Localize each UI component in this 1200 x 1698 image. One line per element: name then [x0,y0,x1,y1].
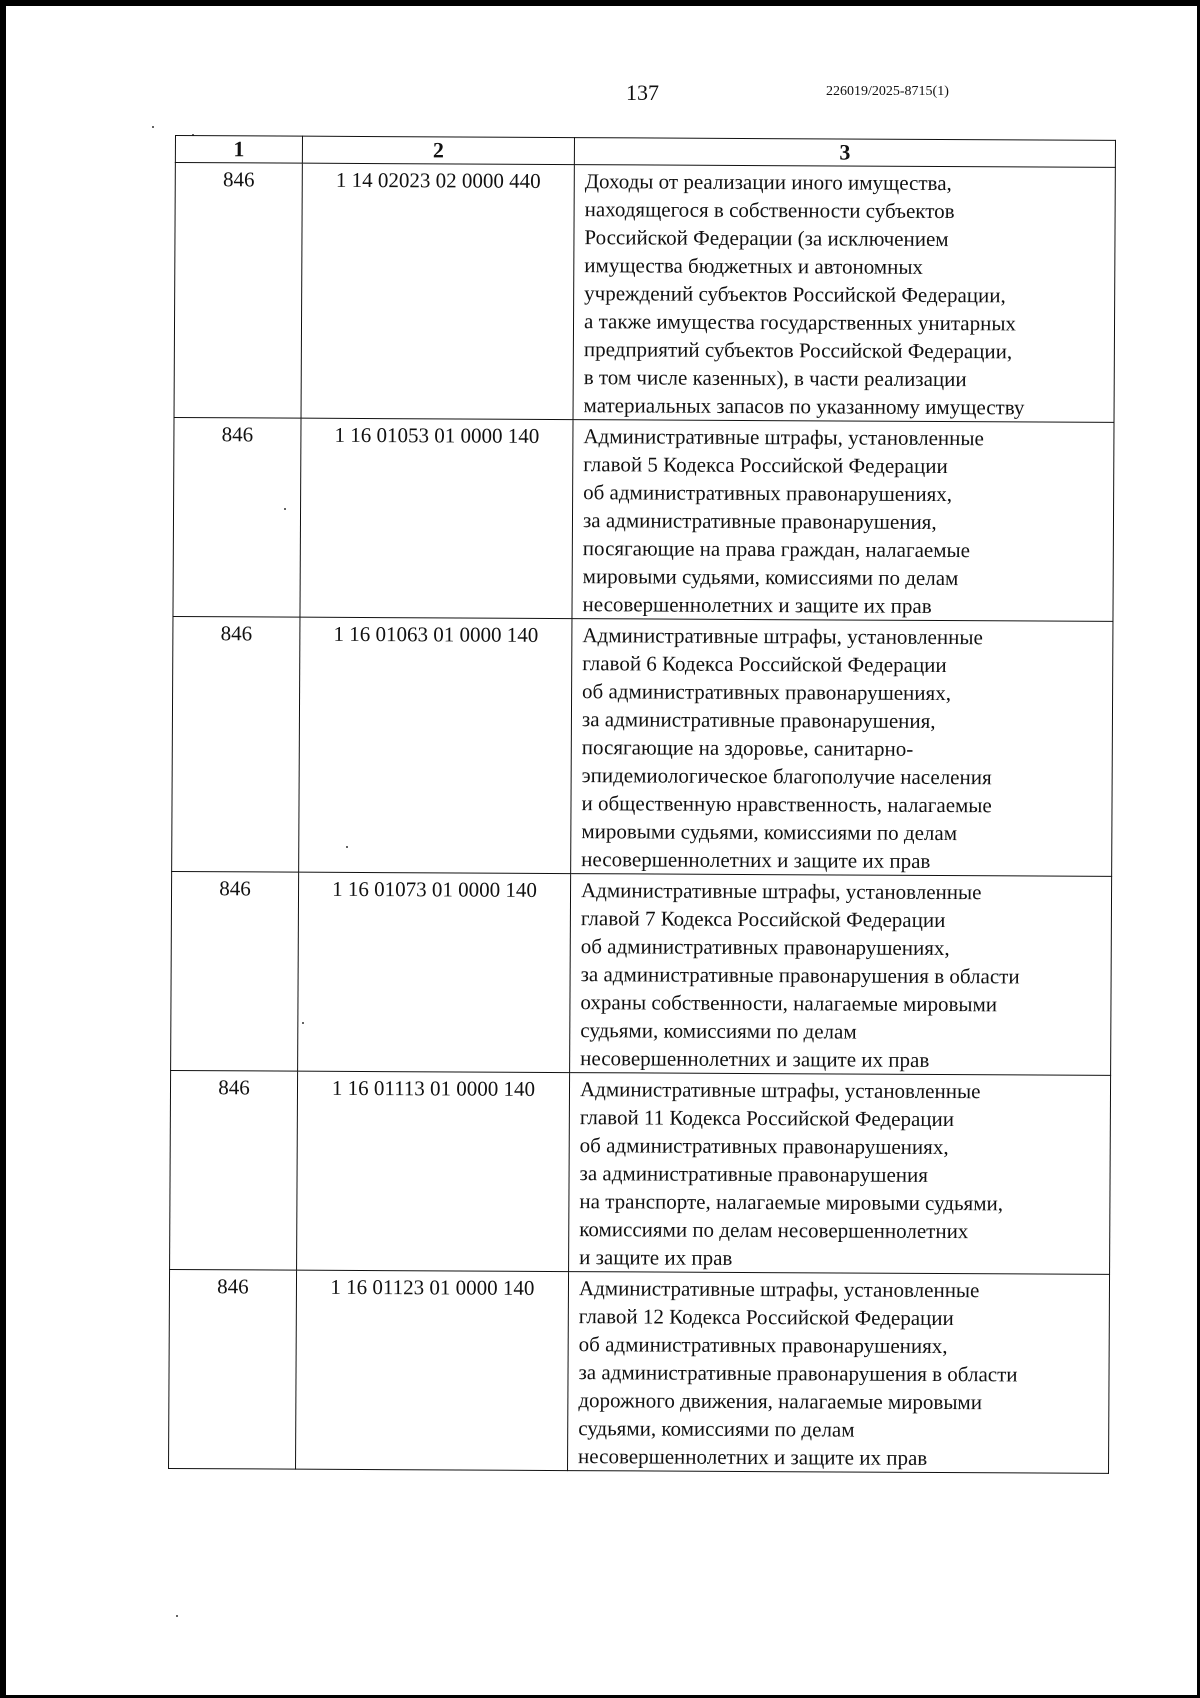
column-header: 3 [574,138,1115,168]
description-line: охраны собственности, налагаемые мировыми [580,990,998,1017]
description-cell [571,619,1113,877]
description-line: главой 12 Кодекса Российской Федерации [578,1304,954,1331]
description-line: мировыми судьями, комиссиями по делам [581,819,958,846]
description-line: главой 11 Кодекса Российской Федерации [579,1105,955,1132]
description-line: и общественную нравственность, налагаемые [581,791,992,818]
description-line: судьями, комиссиями по делам [580,1018,857,1044]
description-line: мировыми судьями, комиссиями по делам [582,564,959,591]
description-line: об административных правонарушениях, [578,1332,948,1359]
document-id: 226019/2025-8715(1) [826,84,949,99]
revenue-codes-table [168,135,1116,1474]
description-line: посягающие на здоровье, санитарно- [581,735,914,761]
budget-code-cell: 1 16 01063 01 0000 140 [299,617,572,873]
scan-speck [152,126,154,128]
description-line: находящегося в собственности субъектов [584,197,955,224]
description-line: об административных правонарушениях, [579,1133,949,1160]
table-row [170,1070,1111,1274]
description-line: а также имущества государственных унитарных [583,309,1017,336]
description-line: учреждений субъектов Российской Федерации, [584,281,1006,308]
description-line: за административные правонарушения в области [578,1360,1018,1387]
description-cell [570,874,1112,1076]
budget-code-cell: 1 14 02023 02 0000 440 [301,163,574,419]
description-line: за административные правонарушения, [582,508,937,534]
description-cell [569,1073,1111,1275]
description-line: на транспорте, налагаемые мировыми судьями, [579,1189,1004,1216]
admin-code-cell: 846 [173,417,301,617]
description-line: главой 5 Кодекса Российской Федерации [583,452,948,479]
description-line: за административные правонарушения, [581,707,936,733]
description-line: в том числе казенных), в части реализации [583,365,967,392]
table-row [171,871,1112,1075]
description-line: Российской Федерации (за исключением [584,225,949,252]
description-line: имущества бюджетных и автономных [584,253,924,279]
description-line: несовершеннолетних и защите их прав [582,592,932,618]
budget-code-cell: 1 16 01073 01 0000 140 [298,872,571,1072]
admin-code-cell: 846 [170,1070,298,1270]
description-line: Административные штрафы, установленные [580,878,982,905]
admin-code-cell: 846 [174,163,302,419]
column-header: 1 [175,136,302,164]
description-line: за административные правонарушения в области [580,962,1020,989]
description-line: за административные правонарушения [579,1161,929,1187]
description-line: эпидемиологическое благополучие населения [581,763,992,790]
description-cell [572,420,1114,622]
admin-code-cell: 846 [172,616,300,872]
description-line: Административные штрафы, установленные [582,623,983,650]
description-cell [568,1272,1110,1474]
description-line: и защите их прав [579,1245,733,1270]
description-line: Административные штрафы, установленные [578,1276,980,1303]
description-line: главой 6 Кодекса Российской Федерации [582,651,947,678]
table-row [173,417,1114,621]
description-line: судьями, комиссиями по делам [578,1416,855,1442]
description-line: главой 7 Кодекса Российской Федерации [580,906,946,933]
admin-code-cell: 846 [171,871,299,1071]
description-line: Административные штрафы, установленные [583,424,984,451]
table-body [169,163,1116,1474]
admin-code-cell: 846 [169,1269,297,1469]
description-line: несовершеннолетних и защите их прав [581,847,931,873]
budget-code-cell: 1 16 01053 01 0000 140 [300,418,573,618]
description-line: Административные штрафы, установленные [579,1077,981,1104]
table-row [169,1269,1110,1473]
description-line: комиссиями по делам несовершеннолетних [579,1217,969,1244]
description-line: несовершеннолетних и защите их прав [578,1444,928,1470]
description-line: предприятий субъектов Российской Федерации, [583,337,1013,364]
column-header: 2 [302,136,574,164]
budget-code-cell: 1 16 01113 01 0000 140 [297,1071,570,1271]
description-line: несовершеннолетних и защите их прав [580,1046,930,1072]
page-number: 137 [626,80,659,105]
description-line: об административных правонарушениях, [582,679,952,706]
table-row [172,616,1113,876]
description-line: дорожного движения, налагаемые мировыми [578,1388,983,1415]
description-line: об административных правонарушениях, [583,480,953,507]
description-cell [573,165,1115,423]
description-line: посягающие на права граждан, налагаемые [582,536,971,563]
description-line: об административных правонарушениях, [580,934,950,961]
budget-code-cell: 1 16 01123 01 0000 140 [296,1270,569,1470]
description-line: материальных запасов по указанному имуществу [583,393,1025,420]
table-row [174,163,1115,423]
description-line: Доходы от реализации иного имущества, [584,169,952,196]
scan-speck [176,1615,178,1617]
